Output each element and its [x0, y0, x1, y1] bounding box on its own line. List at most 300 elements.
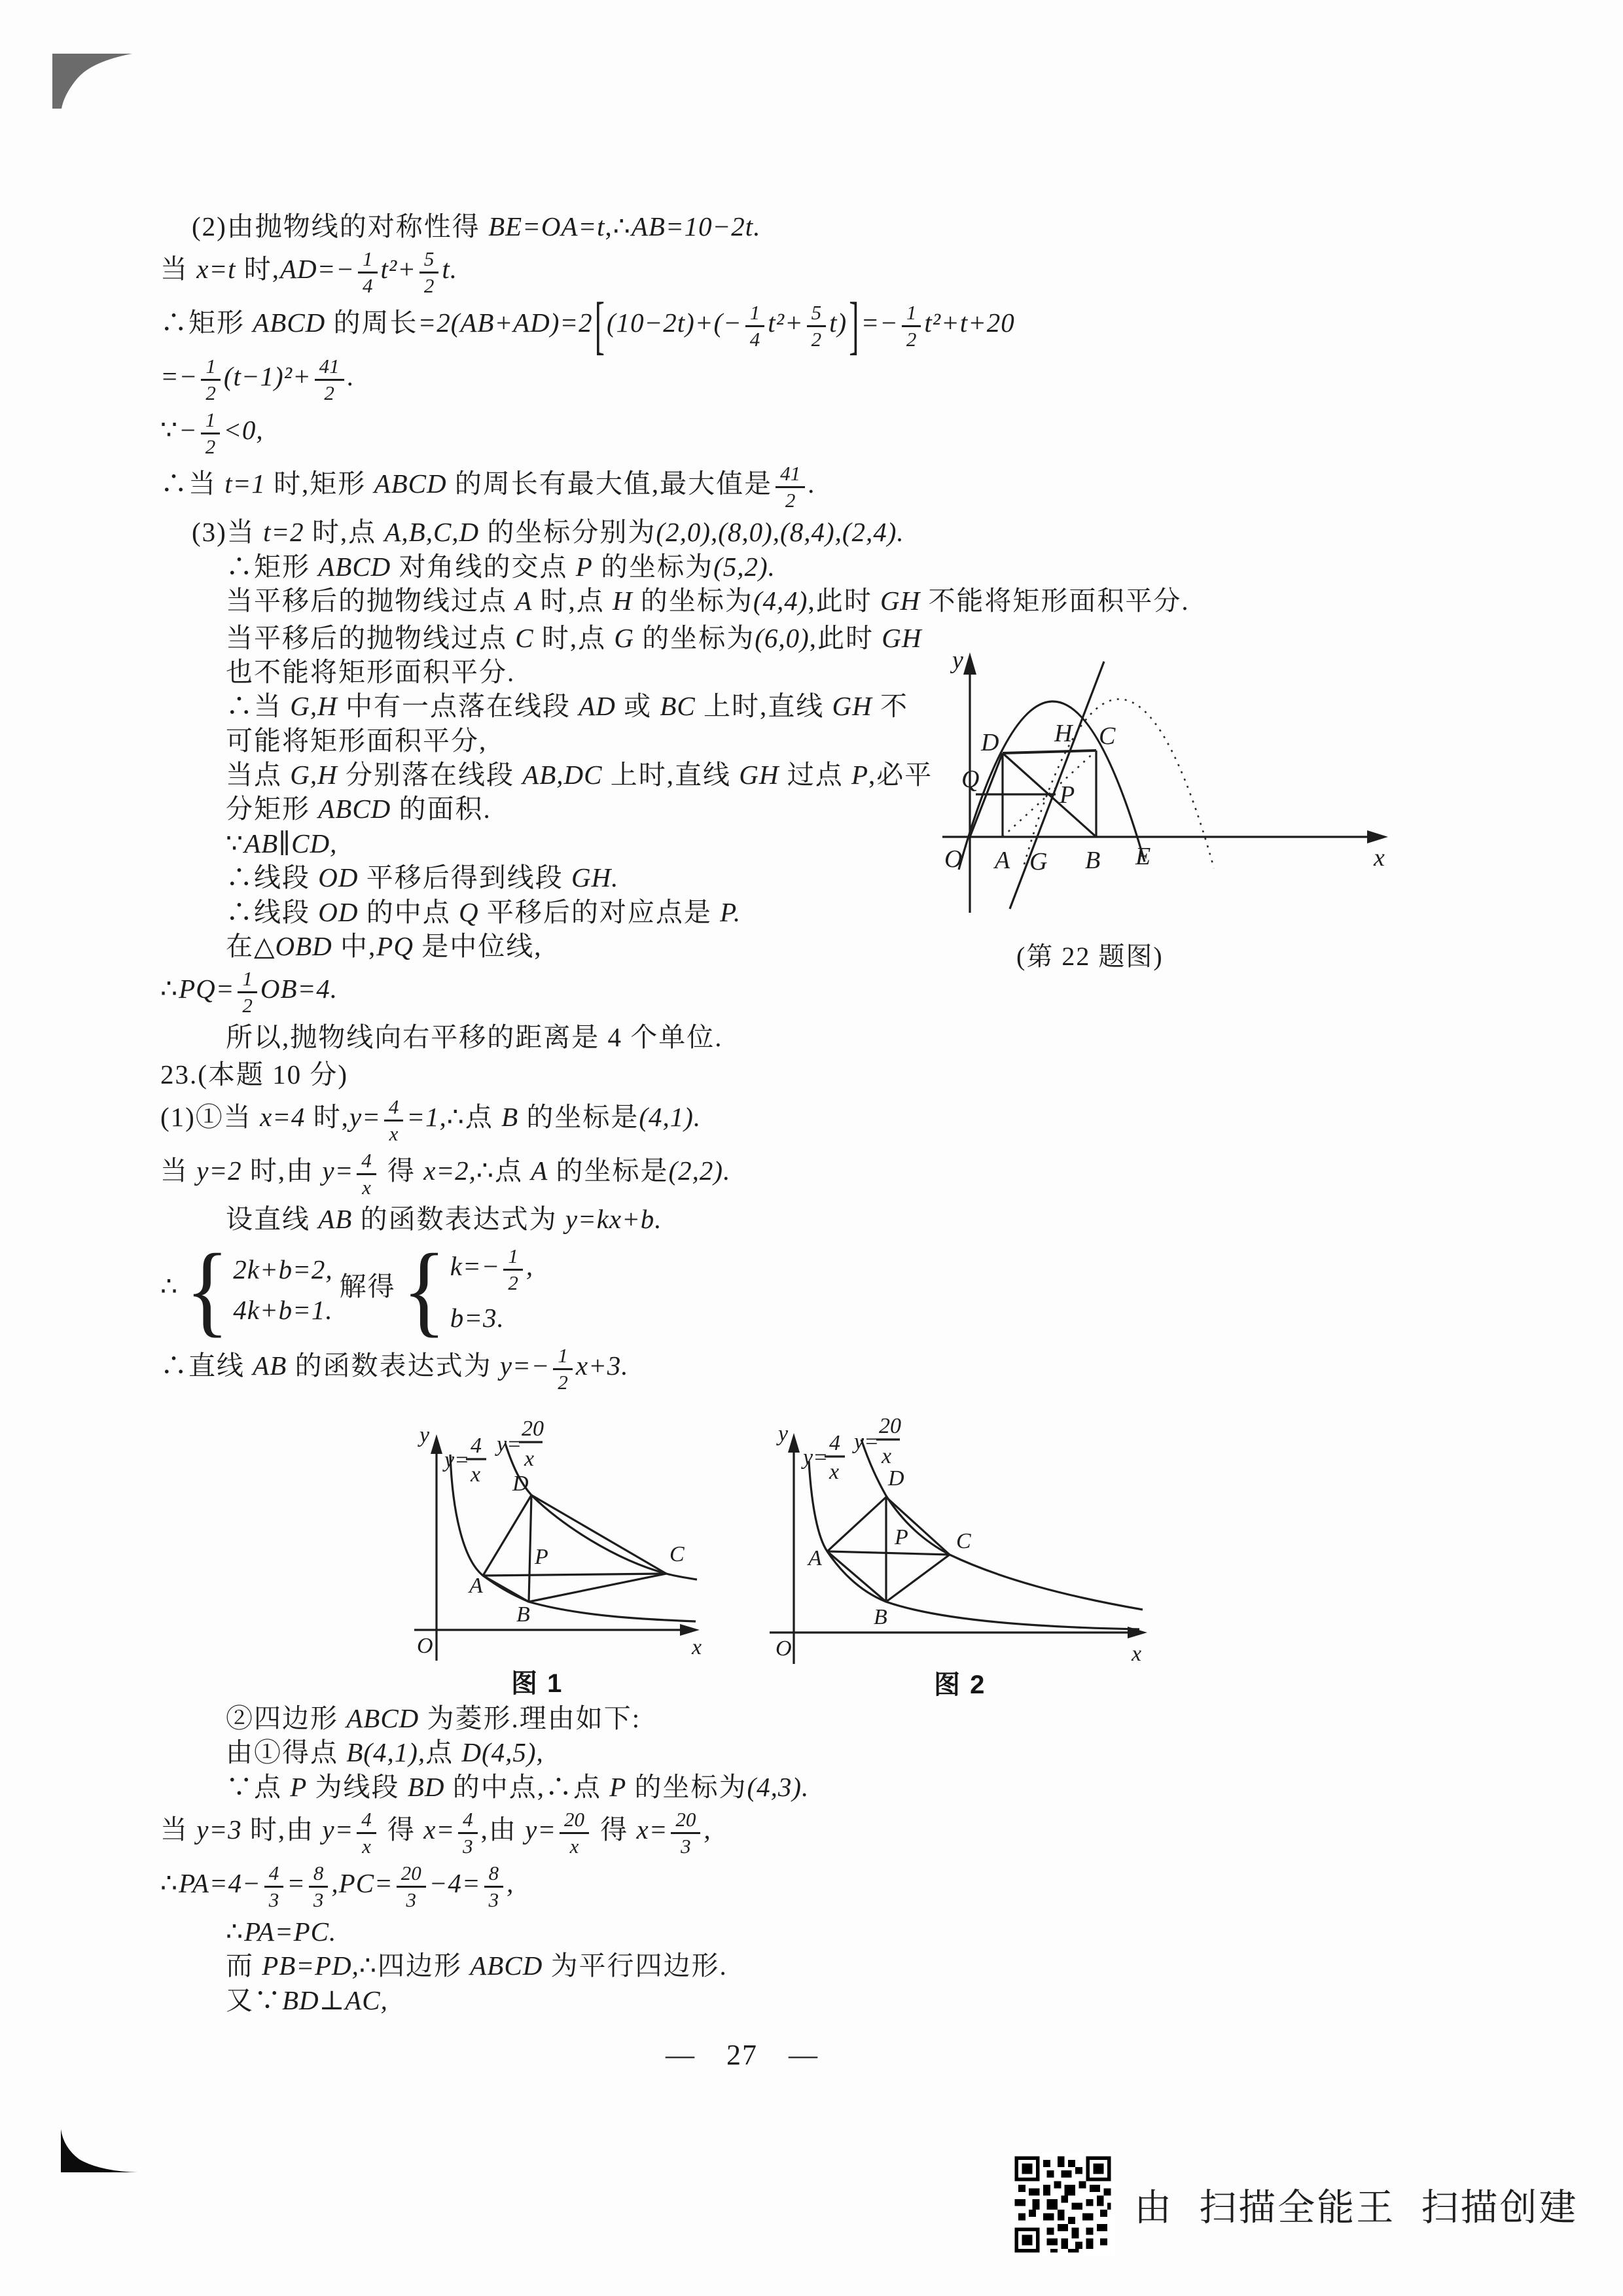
cjk-text: 设直线 — [226, 1204, 319, 1234]
problem23-part1-lines — [160, 1059, 1587, 1392]
cjk-text: 的坐标为 — [632, 586, 753, 616]
label-y: y — [419, 1422, 430, 1447]
denominator: x — [362, 1176, 371, 1199]
math-text: t²+ — [768, 308, 804, 338]
cjk-text: ∴ — [160, 1867, 179, 1898]
cjk-text: 时,由 — [241, 1155, 323, 1186]
cjk-text: ∴线段 — [226, 862, 319, 893]
curve2-numerator: 20 — [522, 1416, 544, 1441]
cjk-text: 在 — [226, 930, 254, 961]
math-text: AB — [253, 1350, 287, 1381]
hyperbola-20-over-x — [861, 1439, 1143, 1610]
numerator: 1 — [201, 409, 221, 434]
figure-2-caption: 图 2 — [934, 1670, 986, 1699]
cjk-text: ∴当 — [226, 691, 291, 722]
equation-system — [185, 1233, 333, 1347]
cjk-text: ②四边形 — [226, 1703, 347, 1733]
cjk-text: 又∵ — [226, 1985, 282, 2015]
curve1-lhs: y= — [803, 1445, 829, 1470]
label-G: G — [1029, 847, 1048, 875]
math-text: OB=4. — [260, 974, 338, 1004]
cjk-text: 当点 — [226, 760, 291, 790]
label-A: A — [808, 1545, 822, 1570]
math-text: (t−1)²+ — [223, 361, 312, 392]
text-line — [160, 463, 1587, 510]
fraction — [357, 1809, 376, 1856]
scanner-footer-text: 由 扫描全能王 扫描创建 — [1134, 2187, 1578, 2229]
y-axis-arrow-icon — [963, 652, 976, 675]
fraction — [309, 1862, 329, 1910]
math-text: x+3. — [575, 1350, 629, 1381]
cjk-text: 的周长 — [325, 308, 418, 338]
math-text: = — [287, 1867, 306, 1898]
scan-artifact-top-left — [51, 51, 143, 111]
math-text: (2,0),(8,0),(8,4),(2,4). — [656, 517, 904, 548]
text-line — [160, 1233, 1587, 1347]
math-text: PQ — [376, 930, 414, 961]
cjk-text: ∴ — [160, 1271, 179, 1302]
math-text: GH — [739, 760, 779, 790]
math-text: B(4,1), — [346, 1737, 426, 1768]
math-text: G — [614, 622, 634, 653]
math-text: =− — [160, 361, 198, 392]
cjk-text: 得 — [379, 1155, 424, 1186]
math-text: . — [808, 468, 816, 499]
text-line — [192, 211, 1587, 242]
math-text: y= — [322, 1814, 354, 1845]
text-line — [226, 656, 926, 688]
math-text: (4,1). — [639, 1101, 702, 1132]
fraction — [745, 302, 765, 349]
denominator: 2 — [324, 381, 334, 405]
math-text: △OBD — [254, 930, 332, 961]
fraction — [358, 248, 378, 296]
label-O: O — [944, 845, 963, 873]
curve2-lhs: y= — [497, 1432, 522, 1457]
text-line — [226, 1703, 1587, 1734]
problem23-part2-lines — [160, 1703, 1587, 2016]
cjk-text: 由①得点 — [226, 1737, 347, 1768]
denominator: 2 — [508, 1271, 518, 1295]
text-line — [226, 896, 926, 928]
denominator: x — [389, 1122, 399, 1145]
fraction — [503, 1245, 523, 1293]
math-text: y= — [322, 1155, 354, 1186]
cjk-text: ∴直线 — [160, 1350, 253, 1381]
diagonal-AC — [827, 1551, 950, 1555]
denominator: 2 — [558, 1370, 568, 1394]
text-line — [226, 1950, 1587, 1981]
math-text: , — [704, 1814, 711, 1845]
cjk-text: 当 — [160, 254, 197, 285]
solution-text-column — [160, 208, 1587, 2072]
text-line — [226, 930, 926, 962]
figure-22 — [926, 629, 1410, 998]
math-text: y= — [349, 1101, 381, 1132]
math-text: y=− — [499, 1350, 550, 1381]
curve2-lhs: y= — [854, 1429, 880, 1454]
math-text: GH — [880, 586, 921, 616]
numerator: 41 — [776, 463, 805, 488]
math-text: P — [609, 1771, 627, 1802]
problem22-upper-lines — [160, 211, 1587, 617]
denominator: 2 — [785, 489, 796, 512]
cjk-text: 的坐标为 — [626, 1771, 747, 1802]
math-text: (4,3). — [747, 1771, 810, 1802]
curve1-denominator: x — [471, 1462, 481, 1487]
cjk-text: 平移后得到线段 — [358, 862, 571, 893]
denominator: 3 — [681, 1834, 691, 1858]
cjk-text: 是中位线, — [413, 930, 543, 961]
cjk-text: 当 — [160, 1155, 197, 1186]
label-O: O — [417, 1633, 433, 1658]
math-text: (5,2). — [713, 551, 776, 582]
big-bracket: ] — [849, 289, 859, 361]
math-text: − — [179, 415, 198, 446]
text-line — [226, 793, 926, 824]
math-text: x= — [636, 1814, 668, 1845]
cjk-text: ,必平 — [868, 760, 933, 790]
side-BA — [483, 1576, 529, 1602]
label-C: C — [956, 1528, 971, 1553]
label-B: B — [874, 1604, 887, 1629]
numerator: 20 — [560, 1809, 589, 1834]
cjk-text: ∴矩形 — [226, 551, 319, 582]
cjk-text: ∴线段 — [226, 896, 319, 927]
label-E: E — [1135, 842, 1151, 870]
label-C: C — [1099, 722, 1116, 750]
cjk-text: 的函数表达式为 — [287, 1350, 500, 1381]
problem22-lower-row — [160, 620, 1587, 1056]
math-text: =2(AB+AD)=2 — [418, 308, 593, 338]
curve2-equation-label — [495, 1417, 544, 1471]
big-bracket: [ — [594, 289, 605, 361]
cjk-text: 当平移后的抛物线过点 — [226, 622, 516, 653]
fraction — [458, 1809, 478, 1856]
system-brace: { — [402, 1233, 446, 1347]
scan-artifact-bottom-left — [59, 2129, 143, 2176]
curve2-denominator: x — [524, 1446, 535, 1471]
cjk-text: 上时,直线 — [695, 691, 832, 722]
denominator: 2 — [242, 994, 253, 1017]
numerator: 5 — [807, 302, 827, 327]
math-text: x=2, — [423, 1155, 476, 1186]
text-line — [160, 1150, 1587, 1197]
math-text: (10−2t)+(− — [606, 308, 742, 338]
cjk-text: ∵ — [226, 828, 245, 858]
text-line — [160, 1862, 1587, 1910]
problem23-figures-row — [389, 1399, 1587, 1700]
figure-1-caption: 图 1 — [511, 1669, 563, 1698]
text-line — [160, 248, 1587, 296]
math-text: t. — [442, 254, 458, 285]
label-x: x — [1132, 1641, 1142, 1666]
system-row — [233, 1254, 332, 1285]
curve1-numerator: 4 — [829, 1430, 840, 1455]
cjk-text: 过点 — [779, 760, 851, 790]
cjk-text: (2)由抛物线的对称性得 — [192, 211, 489, 241]
side-BA — [827, 1551, 886, 1602]
cjk-text: ∵ — [160, 415, 179, 446]
math-text: GH — [882, 622, 922, 653]
fraction — [315, 355, 344, 403]
cjk-text: (1)①当 — [160, 1101, 260, 1132]
label-D: D — [981, 728, 999, 756]
fraction — [264, 1862, 284, 1910]
math-text: GH — [832, 691, 872, 722]
math-text: BE=OA=t — [488, 211, 605, 241]
math-text: y=2 — [196, 1155, 242, 1186]
fraction — [902, 302, 921, 349]
numerator: 1 — [553, 1345, 573, 1370]
denominator: 2 — [423, 274, 435, 298]
text-line — [226, 759, 933, 790]
cjk-text: 为菱形.理由如下: — [419, 1703, 641, 1733]
cjk-text: 的坐标为 — [633, 622, 755, 653]
label-D: D — [888, 1466, 904, 1491]
math-text: b=3. — [450, 1303, 505, 1333]
math-text: y= — [525, 1814, 556, 1845]
math-text: AB=10−2t. — [631, 211, 761, 241]
cjk-text: ∴ — [226, 1916, 245, 1947]
x-axis-arrow-icon — [1367, 830, 1388, 843]
math-text: =1, — [406, 1101, 447, 1132]
math-text: PA=4− — [179, 1867, 261, 1898]
system-row — [233, 1294, 332, 1326]
text-line — [160, 409, 1587, 457]
cjk-text: ∵点 — [226, 1771, 291, 1802]
label-x: x — [1374, 843, 1385, 872]
label-P: P — [895, 1525, 908, 1549]
math-text: ABCD — [470, 1951, 543, 1981]
text-line — [226, 1737, 1587, 1768]
artifact-shape — [61, 2129, 137, 2172]
text-line — [226, 862, 926, 893]
cjk-text: 的坐标为 — [592, 551, 714, 582]
math-text: t²+t+20 — [924, 308, 1015, 338]
label-x: x — [692, 1634, 702, 1659]
cjk-text: ∴ — [613, 211, 632, 241]
hyperbola-4-over-x — [809, 1461, 1139, 1629]
denominator: 2 — [811, 328, 822, 351]
cjk-text: ∴点 — [446, 1101, 502, 1132]
cjk-text: 时,点 — [533, 622, 615, 653]
cjk-text: 而 — [226, 1951, 262, 1981]
side-CB — [886, 1555, 950, 1602]
cjk-text: 的中点,∴点 — [444, 1771, 610, 1802]
cjk-text: 23.(本题 10 分) — [160, 1059, 349, 1089]
math-text: x=4 — [260, 1101, 306, 1132]
math-text: , — [526, 1251, 534, 1282]
cjk-text: 得 — [379, 1814, 424, 1845]
cjk-text: 或 — [615, 691, 660, 722]
cjk-text: ,此时 — [808, 586, 880, 616]
cjk-text: ∴当 — [160, 468, 225, 499]
text-line — [160, 355, 1587, 403]
text-line — [226, 1771, 1587, 1803]
math-text: G,H — [290, 691, 338, 722]
math-text: G,H — [290, 760, 338, 790]
text-line — [226, 1916, 1587, 1947]
fraction — [238, 968, 257, 1016]
cjk-text: 中, — [332, 930, 377, 961]
label-B: B — [1085, 846, 1101, 874]
label-y: y — [778, 1421, 789, 1446]
curve1-numerator: 4 — [471, 1433, 482, 1458]
numerator: 1 — [745, 302, 765, 327]
numerator: 5 — [419, 248, 439, 274]
cjk-text: 时, — [236, 254, 281, 285]
cjk-text: 的中点 — [358, 896, 459, 927]
cjk-text: 也不能将矩形面积平分. — [226, 656, 516, 687]
label-Q: Q — [961, 765, 980, 793]
cjk-text: 为线段 — [307, 1771, 408, 1802]
text-line — [226, 1021, 926, 1053]
math-text: AD=− — [280, 254, 355, 285]
system-brace: { — [185, 1233, 230, 1347]
scanner-footer — [1011, 2153, 1578, 2256]
text-line — [226, 585, 1587, 616]
cjk-text: 的坐标分别为 — [479, 517, 656, 548]
math-text: Q — [458, 896, 479, 927]
cjk-text: ∴点 — [476, 1155, 531, 1186]
cjk-text: 的面积. — [391, 794, 491, 824]
numerator: 1 — [503, 1245, 523, 1271]
math-text: PB=PD, — [262, 1951, 359, 1981]
math-text: D(4,5), — [461, 1737, 544, 1768]
cjk-text: 分别落在线段 — [337, 760, 523, 790]
math-text: BD⊥AC, — [282, 1985, 388, 2015]
math-text: GH. — [571, 862, 619, 893]
math-text: H — [613, 586, 633, 616]
page-number: — 27 — — [666, 2039, 819, 2071]
text-line — [160, 968, 926, 1016]
math-text: AD — [579, 691, 616, 722]
fraction — [560, 1809, 589, 1856]
cjk-text: ∴矩形 — [160, 308, 253, 338]
denominator: 3 — [406, 1888, 416, 1911]
math-text: x= — [423, 1814, 455, 1845]
math-text: ABCD — [346, 1703, 419, 1733]
math-text: PA=PC. — [244, 1916, 337, 1947]
curve1-equation-label — [801, 1431, 845, 1484]
cjk-text: 解得 — [339, 1271, 396, 1302]
math-text: =− — [861, 308, 899, 338]
artifact-shape — [52, 54, 132, 109]
text-line — [226, 690, 926, 722]
curve1-equation-label — [442, 1434, 486, 1487]
math-text: OD — [318, 862, 359, 893]
text-line — [160, 1096, 1587, 1144]
label-A: A — [469, 1573, 483, 1598]
math-text: . — [347, 361, 355, 392]
math-text: t=1 — [224, 468, 266, 499]
math-text: ,PC= — [331, 1867, 393, 1898]
cjk-text: ,由 — [480, 1814, 526, 1845]
math-text: y=3 — [196, 1814, 242, 1845]
denominator: 2 — [205, 381, 216, 405]
cjk-text: 分矩形 — [226, 794, 319, 824]
rect-side-DC — [1003, 751, 1096, 753]
math-text: (2,2). — [668, 1155, 731, 1186]
numerator: 4 — [357, 1150, 376, 1175]
numerator: 20 — [397, 1862, 426, 1888]
math-text: k=− — [450, 1251, 501, 1282]
problem22-lower-lines — [160, 620, 933, 1056]
numerator: 41 — [315, 355, 344, 381]
label-C: C — [669, 1542, 685, 1566]
math-text: t²+ — [380, 254, 416, 285]
text-line — [226, 828, 926, 859]
math-text: AB,DC — [522, 760, 603, 790]
y-axis-arrow-icon — [788, 1433, 800, 1453]
numerator: 4 — [357, 1809, 376, 1834]
system-rows — [233, 1254, 332, 1326]
text-line — [160, 1345, 1587, 1392]
cjk-text: 可能将矩形面积平分, — [226, 725, 488, 756]
cjk-text: ∴ — [160, 974, 179, 1004]
side-AD — [483, 1495, 531, 1576]
cjk-text: 时,由 — [241, 1814, 323, 1845]
denominator: 2 — [205, 435, 216, 459]
fraction — [384, 1096, 404, 1144]
math-text: C — [515, 622, 534, 653]
text-line — [160, 289, 1587, 361]
label-H: H — [1054, 719, 1073, 747]
text-line — [226, 622, 926, 654]
math-text: (6,0) — [755, 622, 810, 653]
label-P: P — [535, 1544, 548, 1569]
fraction — [397, 1862, 426, 1910]
fraction — [201, 409, 221, 457]
text-line — [226, 725, 926, 756]
numerator: 1 — [201, 355, 221, 381]
curve2-denominator: x — [882, 1443, 892, 1468]
fraction — [201, 355, 221, 403]
denominator: 3 — [463, 1834, 473, 1858]
system-row — [450, 1245, 533, 1293]
denominator: 4 — [363, 274, 373, 298]
figure-22-caption: (第 22 题图) — [1016, 941, 1164, 971]
parabola-solid — [959, 701, 1145, 869]
y-axis-arrow-icon — [431, 1434, 442, 1454]
math-text: ABCD — [374, 468, 447, 499]
text-line — [160, 1809, 1587, 1856]
label-D: D — [512, 1471, 529, 1496]
denominator: x — [362, 1834, 371, 1858]
diagonal-DB — [529, 1495, 531, 1602]
denominator: x — [569, 1834, 579, 1858]
cjk-text: 点 — [425, 1737, 462, 1768]
math-text: y=kx+b. — [565, 1204, 662, 1234]
math-text: P — [575, 551, 593, 582]
numerator: 1 — [902, 302, 921, 327]
cjk-text: 上时,直线 — [602, 760, 740, 790]
numerator: 4 — [384, 1096, 404, 1122]
math-text: A,B,C,D — [384, 517, 480, 548]
cjk-text: 当 — [160, 1814, 197, 1845]
qr-code — [1011, 2153, 1115, 2256]
fraction — [807, 302, 827, 349]
text-line — [226, 1203, 1587, 1235]
math-text: AB∥CD, — [244, 828, 338, 858]
curve2-numerator: 20 — [879, 1413, 901, 1438]
figure-1-diagram — [389, 1399, 730, 1700]
math-text: <0, — [223, 415, 264, 446]
text-line — [226, 551, 1587, 582]
math-text: A — [515, 586, 533, 616]
fraction — [671, 1809, 700, 1856]
